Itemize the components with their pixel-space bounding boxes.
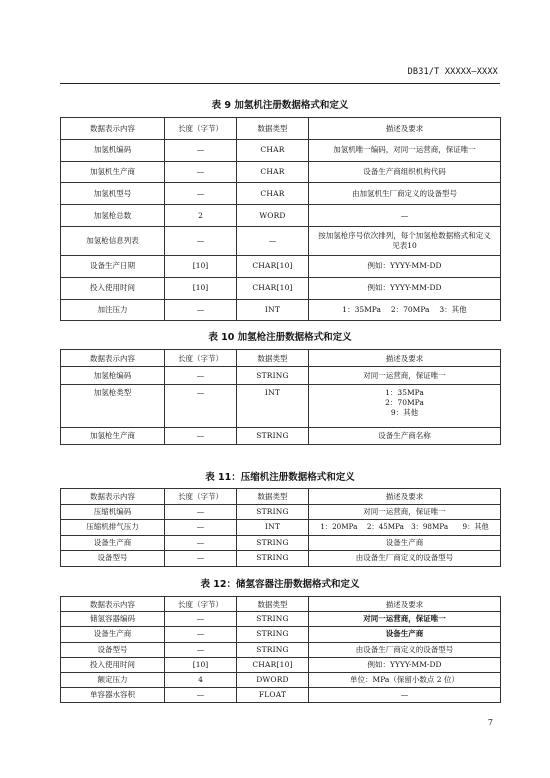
option-line: 1：35MPa xyxy=(385,387,424,397)
table-cell: STRING xyxy=(237,535,309,551)
table-cell: 由设备生厂商定义的设备型号 xyxy=(309,642,501,657)
table-cell: 设备生产日期 xyxy=(61,255,165,277)
table-cell: INT xyxy=(237,520,309,536)
table-cell: FLOAT xyxy=(237,688,309,703)
table-cell: STRING xyxy=(237,367,309,384)
table11-header-row xyxy=(61,489,501,505)
header-rule xyxy=(60,83,500,84)
option-line: 2：70MPa xyxy=(385,397,424,407)
table-cell: DWORD xyxy=(237,672,309,687)
column-header: 数据表示内容 xyxy=(61,350,165,367)
table-cell: 设备型号 xyxy=(61,551,165,567)
table12-header-row xyxy=(61,597,501,612)
table-cell: CHAR xyxy=(237,161,309,183)
table-cell: — xyxy=(237,226,309,255)
table-cell: CHAR[10] xyxy=(237,277,309,299)
table-cell: — xyxy=(165,535,237,551)
table-cell: STRING xyxy=(237,551,309,567)
table12-caption: 表 12：储氢容器注册数据格式和定义 xyxy=(200,579,360,590)
column-header: 描述及要求 xyxy=(309,118,501,140)
table-cell: — xyxy=(309,205,501,227)
column-header: 描述及要求 xyxy=(309,597,501,612)
table-cell: — xyxy=(165,161,237,183)
table-row xyxy=(61,161,501,183)
document-code: DB31/T XXXXX—XXXX xyxy=(407,67,498,77)
table-cell: 例如：YYYY-MM-DD xyxy=(309,255,501,277)
table-cell: 单位：MPa（保留小数点 2 位） xyxy=(309,672,501,687)
table-cell: 设备生产商 xyxy=(61,535,165,551)
table11-caption: 表 11：压缩机注册数据格式和定义 xyxy=(205,472,355,483)
table-cell: 例如：YYYY-MM-DD xyxy=(309,657,501,672)
table-cell: [10] xyxy=(165,657,237,672)
table-cell: STRING xyxy=(237,627,309,642)
table-cell: 设备生产商 xyxy=(61,627,165,642)
table-cell: — xyxy=(165,183,237,205)
column-header: 数据表示内容 xyxy=(61,489,165,505)
table-cell: 对同一运营商，保证唯一 xyxy=(309,504,501,520)
table-cell: 由设备生厂商定义的设备型号 xyxy=(309,551,501,567)
option-line: 9：其他 xyxy=(390,408,419,418)
table-row xyxy=(61,277,501,299)
table-cell: 额定压力 xyxy=(61,672,165,687)
table-row xyxy=(61,642,501,657)
column-header: 长度（字节） xyxy=(165,350,237,367)
table-cell: — xyxy=(165,384,237,427)
table-cell: STRING xyxy=(237,642,309,657)
table11 xyxy=(60,488,501,567)
table-cell: STRING xyxy=(237,504,309,520)
table-cell: STRING xyxy=(237,612,309,627)
column-header: 描述及要求 xyxy=(309,350,501,367)
table-cell: CHAR xyxy=(237,183,309,205)
table-cell: — xyxy=(165,427,237,444)
table-row xyxy=(61,299,501,321)
table-cell: 加氢枪总数 xyxy=(61,205,165,227)
table-cell: [10] xyxy=(165,255,237,277)
table-cell: WORD xyxy=(237,205,309,227)
table-cell: 加氢机唯一编码，对同一运营商，保证唯一 xyxy=(309,139,501,161)
table-cell: 例如：YYYY-MM-DD xyxy=(309,277,501,299)
table-cell: 1：35MPa 2：70MPa 3：其他 xyxy=(309,299,501,321)
table10 xyxy=(60,349,501,445)
column-header: 数据表示内容 xyxy=(61,597,165,612)
column-header: 数据类型 xyxy=(237,489,309,505)
table-cell: 设备生产商 xyxy=(309,535,501,551)
table-cell: 加氢枪信息列表 xyxy=(61,226,165,255)
column-header: 数据类型 xyxy=(237,350,309,367)
table-row xyxy=(61,551,501,567)
table-row xyxy=(61,139,501,161)
table-cell: 加氢枪类型 xyxy=(61,384,165,427)
table-cell: — xyxy=(165,520,237,536)
table9-caption: 表 9 加氢机注册数据格式和定义 xyxy=(211,100,349,111)
table-cell: — xyxy=(165,551,237,567)
column-header: 数据表示内容 xyxy=(61,118,165,140)
table-cell: 单容器水容积 xyxy=(61,688,165,703)
column-header: 数据类型 xyxy=(237,118,309,140)
column-header: 描述及要求 xyxy=(309,489,501,505)
table-cell: 1：20MPa 2：45MPa 3：98MPa 9：其他 xyxy=(309,520,501,536)
table-cell: — xyxy=(165,688,237,703)
table-row xyxy=(61,255,501,277)
table-row xyxy=(61,520,501,536)
table-row xyxy=(61,427,501,444)
table-row xyxy=(61,612,501,627)
table-cell: INT xyxy=(237,299,309,321)
table-cell: 加氢机型号 xyxy=(61,183,165,205)
column-header: 数据类型 xyxy=(237,597,309,612)
table-row xyxy=(61,627,501,642)
table-cell: 加氢机生产商 xyxy=(61,161,165,183)
table-cell: 加氢机编码 xyxy=(61,139,165,161)
table-cell: CHAR[10] xyxy=(237,255,309,277)
table-cell: 加氢枪生产商 xyxy=(61,427,165,444)
table-cell: 设备生产商 xyxy=(309,627,501,642)
column-header: 长度（字节） xyxy=(165,118,237,140)
table-row xyxy=(61,226,501,255)
table-cell: — xyxy=(165,642,237,657)
table-cell: 压缩机编码 xyxy=(61,504,165,520)
table-cell: INT xyxy=(237,384,309,427)
table-cell: STRING xyxy=(237,427,309,444)
table-cell: 4 xyxy=(165,672,237,687)
table-cell: [10] xyxy=(165,277,237,299)
table-cell: 设备生产商名称 xyxy=(309,427,501,444)
table9-header-row xyxy=(61,118,501,140)
table-cell: 设备型号 xyxy=(61,642,165,657)
table-cell: CHAR xyxy=(237,139,309,161)
table9 xyxy=(60,117,501,321)
table-cell: — xyxy=(165,367,237,384)
table10-caption: 表 10 加氢枪注册数据格式和定义 xyxy=(208,332,352,343)
table-row xyxy=(61,535,501,551)
table-cell: 储氢容器编码 xyxy=(61,612,165,627)
table12 xyxy=(60,596,501,703)
table-row xyxy=(61,672,501,687)
table-row xyxy=(61,688,501,703)
table-cell: CHAR[10] xyxy=(237,657,309,672)
table-cell: 对同一运营商，保证唯一 xyxy=(309,612,501,627)
table-cell: 由加氢机生厂商定义的设备型号 xyxy=(309,183,501,205)
table-cell: 按加氢枪序号依次排列，每个加氢枪数据格式和定义见表10 xyxy=(309,226,501,255)
table-cell: 2 xyxy=(165,205,237,227)
table-cell xyxy=(309,384,501,427)
table-row xyxy=(61,183,501,205)
table-cell: — xyxy=(165,226,237,255)
table-cell: — xyxy=(165,504,237,520)
table10-header-row xyxy=(61,350,501,367)
table-cell: — xyxy=(165,612,237,627)
table-cell: — xyxy=(165,139,237,161)
column-header: 长度（字节） xyxy=(165,597,237,612)
table-cell: — xyxy=(165,299,237,321)
table-cell: 加注压力 xyxy=(61,299,165,321)
table-row xyxy=(61,384,501,427)
table-row xyxy=(61,657,501,672)
table-cell: 设备生产商组织机构代码 xyxy=(309,161,501,183)
table-row xyxy=(61,205,501,227)
column-header: 长度（字节） xyxy=(165,489,237,505)
table-cell: 对同一运营商，保证唯一 xyxy=(309,367,501,384)
table-cell: — xyxy=(309,688,501,703)
table-cell: 投入使用时间 xyxy=(61,277,165,299)
table-cell: — xyxy=(165,627,237,642)
table-row xyxy=(61,367,501,384)
table-cell: 投入使用时间 xyxy=(61,657,165,672)
table-cell: 压缩机排气压力 xyxy=(61,520,165,536)
page-number: 7 xyxy=(487,718,493,727)
table-row xyxy=(61,504,501,520)
table-cell: 加氢枪编码 xyxy=(61,367,165,384)
